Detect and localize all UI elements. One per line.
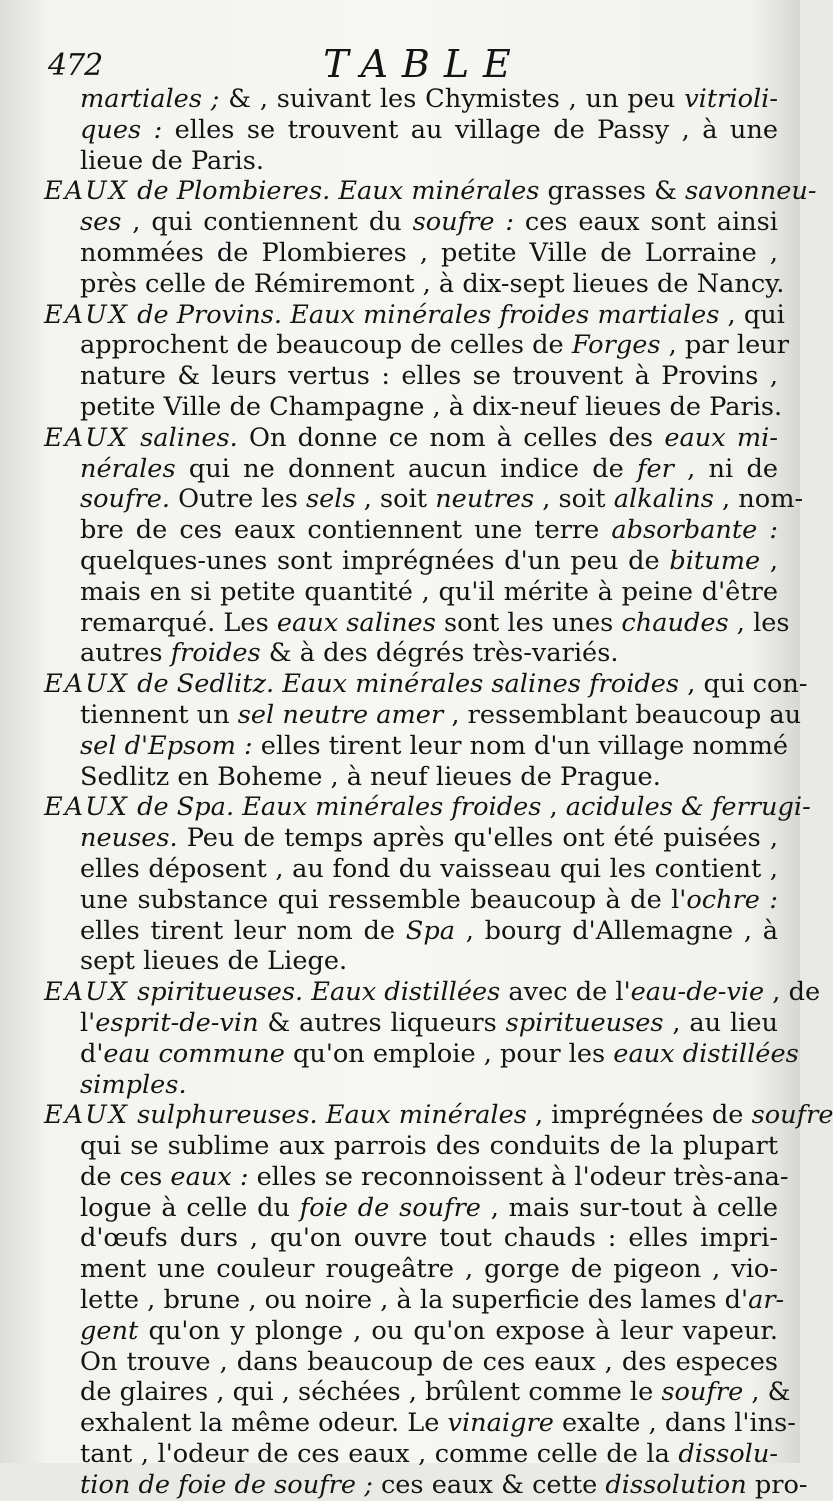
page-number: 472 xyxy=(48,48,103,83)
text-run: nature & leurs vertus : elles se trouvent à Provins , xyxy=(80,361,778,392)
text-run: eaux distillées xyxy=(613,1038,799,1069)
text-run: ces eaux & cette xyxy=(380,1469,606,1500)
text-run: de Spa. Eaux minérales froides xyxy=(128,792,542,823)
entry-heading-line xyxy=(44,792,811,823)
text-run: tion de foie de soufre ; xyxy=(80,1469,381,1500)
text-line xyxy=(44,207,778,238)
text-run: qui ne donnent aucun indice de xyxy=(175,453,638,484)
text-run: bre de ces eaux contiennent une terre xyxy=(80,515,612,546)
text-run: ces eaux sont ainsi xyxy=(524,207,778,238)
text-run: froides xyxy=(170,638,261,669)
text-run: savonneu- xyxy=(685,176,817,207)
text-run: dissolu- xyxy=(678,1439,778,1470)
text-line xyxy=(44,515,778,546)
text-run: ochre : xyxy=(686,884,778,915)
text-run: Peu de temps après qu'elles ont été puisées , xyxy=(177,823,778,854)
text-run: approchent de beaucoup de celles de xyxy=(80,330,572,361)
text-run: esprit-de-vin xyxy=(95,1007,259,1038)
text-run: & à des dégrés très-variés. xyxy=(260,638,619,669)
text-run: foie de soufre xyxy=(299,1192,481,1223)
text-run: , par leur xyxy=(660,330,789,361)
text-line xyxy=(44,1193,778,1224)
text-run: absorbante : xyxy=(611,515,778,546)
text-run: ses xyxy=(80,207,122,238)
text-run: , mais sur-tout à celle xyxy=(480,1192,778,1223)
text-run: alkalins xyxy=(613,484,714,515)
text-line xyxy=(44,391,783,423)
entry-keyword: EAUX xyxy=(44,977,129,1008)
text-line xyxy=(44,546,778,577)
text-run: elles tirent leur nom d'un village nommé xyxy=(260,730,789,761)
text-run: elles déposent , au fond du vaisseau qui les contient , xyxy=(80,853,778,884)
text-run: soufre xyxy=(751,1100,833,1131)
text-run: l' xyxy=(80,1007,96,1038)
text-line xyxy=(44,1254,778,1285)
text-line xyxy=(44,1377,791,1408)
text-run: exhalent la même odeur. Le xyxy=(80,1408,448,1439)
text-run: remarqué. Les xyxy=(80,607,277,638)
text-run: soufre : xyxy=(412,207,525,238)
text-run: tant , l'odeur de ces eaux , comme celle de la xyxy=(80,1439,679,1470)
entry-heading-line xyxy=(44,1100,833,1131)
text-run: mais en si petite quantité , qu'il mérite à peine d'être xyxy=(80,576,778,607)
text-run: On trouve , dans beaucoup de ces eaux , des especes xyxy=(80,1346,778,1377)
text-run: nérales xyxy=(80,453,176,484)
text-run: nommées de Plombieres , petite Ville de Lorraine , xyxy=(80,237,778,268)
text-run: de Plombieres. Eaux minérales xyxy=(128,176,548,207)
text-run: exalte , dans l'ins- xyxy=(553,1408,796,1439)
text-run: de Sedlitz. Eaux minérales salines froides xyxy=(128,669,680,700)
text-run: près celle de Rémiremont , à dix-sept lieues de Nancy. xyxy=(80,268,785,299)
text-run: sels xyxy=(306,484,356,515)
text-run: soufre. xyxy=(80,484,171,515)
text-run: elles tirent leur nom de xyxy=(80,915,406,946)
text-run: neutres xyxy=(435,484,535,515)
text-run: Forges xyxy=(571,330,661,361)
entry-heading-line xyxy=(44,423,778,454)
text-line xyxy=(44,1469,808,1501)
text-run: ment une couleur rougeâtre , gorge de pigeon , vio- xyxy=(80,1254,778,1285)
text-run: pro- xyxy=(746,1469,808,1500)
text-line xyxy=(44,1131,778,1162)
text-run: une substance qui ressemble beaucoup à de l' xyxy=(80,884,687,915)
text-run: d'œufs durs , qu'on ouvre tout chauds : elles impri- xyxy=(80,1223,778,1254)
text-run: , xyxy=(541,792,566,823)
text-run: chaudes xyxy=(621,607,729,638)
text-run: , qui xyxy=(719,299,785,330)
text-run: , au lieu xyxy=(663,1007,778,1038)
text-run: martiales ; xyxy=(80,84,229,114)
text-run: & , suivant les Chymistes , un peu xyxy=(228,84,685,114)
text-run: eaux mi- xyxy=(664,422,779,453)
text-run: eaux salines xyxy=(276,607,436,638)
text-line xyxy=(44,916,778,947)
text-run: Outre les xyxy=(170,484,307,515)
entry-keyword: EAUX xyxy=(44,669,129,700)
text-run: , de xyxy=(764,977,821,1008)
text-run: , soit xyxy=(355,484,436,515)
text-run: neuses. xyxy=(80,823,178,854)
text-line xyxy=(44,1408,796,1439)
entry-keyword: EAUX xyxy=(44,422,129,453)
text-run: de Provins. Eaux minérales froides martiales xyxy=(128,299,720,330)
text-run: acidules & ferrugi- xyxy=(565,792,811,823)
text-run: eaux : xyxy=(170,1161,249,1192)
text-line xyxy=(44,823,778,854)
text-run: fer xyxy=(637,453,674,484)
text-run: qui se sublime aux parrois des conduits de la plupart xyxy=(80,1131,778,1162)
text-run: , ni de xyxy=(673,453,778,484)
text-run: de glaires , qui , séchées , brûlent comme le xyxy=(80,1377,662,1408)
text-run: avec de l' xyxy=(508,977,631,1008)
text-run: petite Ville de Champagne , à dix-neuf lieues de Paris. xyxy=(80,391,783,422)
text-run: & autres liqueurs xyxy=(258,1007,506,1038)
text-line xyxy=(44,1439,778,1470)
text-line xyxy=(44,1347,778,1378)
entry-heading-line xyxy=(44,977,821,1008)
text-line xyxy=(44,84,778,115)
text-run: grasses & xyxy=(547,176,686,207)
text-run: elles se reconnoissent à l'odeur très-ana- xyxy=(248,1161,789,1192)
text-line xyxy=(44,885,778,916)
body-text xyxy=(44,84,833,1501)
text-line xyxy=(44,638,778,669)
text-run: salines. xyxy=(128,422,238,453)
text-run: soufre xyxy=(661,1377,744,1408)
entry-heading-line xyxy=(44,299,785,331)
entry-keyword: EAUX xyxy=(44,299,129,330)
text-run: lieue de Paris. xyxy=(80,145,264,176)
text-line xyxy=(44,730,789,762)
text-run: logue à celle du xyxy=(80,1192,300,1223)
text-run: Spa xyxy=(405,915,455,946)
text-line xyxy=(44,361,778,392)
text-run: sulphureuses. Eaux minérales xyxy=(128,1100,527,1131)
text-run: Sedlitz en Boheme , à neuf lieues de Prague. xyxy=(80,761,661,792)
text-run: elles se trouvent au village de Passy , à une xyxy=(174,114,778,145)
text-line xyxy=(44,115,778,146)
text-run: vitrioli- xyxy=(684,84,778,114)
text-run: qu'on emploie , pour les xyxy=(284,1038,614,1069)
text-run: , ressemblant beaucoup au xyxy=(443,699,802,730)
text-run: tiennent un xyxy=(80,699,238,730)
text-run: eau-de-vie xyxy=(630,977,765,1008)
entry-keyword: EAUX xyxy=(44,176,129,207)
text-run: ques : xyxy=(80,114,175,145)
text-run: quelques-unes sont imprégnées d'un peu de xyxy=(80,545,670,576)
text-run: qu'on y plonge , ou qu'on expose à leur vapeur. xyxy=(138,1315,778,1346)
text-line xyxy=(44,946,778,977)
text-line xyxy=(44,238,778,269)
text-line xyxy=(44,454,778,485)
text-run: spiritueuses xyxy=(505,1007,664,1038)
entry-heading-line xyxy=(44,669,808,700)
text-run: eau commune xyxy=(103,1038,285,1069)
text-line xyxy=(44,1316,778,1347)
text-line xyxy=(44,1285,785,1316)
text-run: de ces xyxy=(80,1161,171,1192)
text-line xyxy=(44,1038,799,1070)
text-run: , bourg d'Allemagne , à xyxy=(454,915,778,946)
text-line xyxy=(44,330,789,361)
text-run: gent xyxy=(80,1315,139,1346)
text-run: sont les unes xyxy=(435,607,622,638)
text-run: sept lieues de Liege. xyxy=(80,946,348,977)
text-line xyxy=(44,762,778,793)
text-line xyxy=(44,146,778,177)
text-run: , xyxy=(760,545,778,576)
text-line xyxy=(44,1070,778,1101)
text-run: , soit xyxy=(534,484,614,515)
text-run: , imprégnées de xyxy=(526,1100,752,1131)
entry-keyword: EAUX xyxy=(44,1100,129,1131)
text-run: On donne ce nom à celles des xyxy=(237,422,665,453)
text-run: d' xyxy=(80,1038,104,1069)
text-line xyxy=(44,1161,789,1193)
text-run: sel d'Epsom : xyxy=(80,730,261,761)
text-line xyxy=(44,484,804,515)
text-run: dissolution xyxy=(605,1469,747,1500)
text-run: , qui contiennent du xyxy=(121,207,413,238)
text-line xyxy=(44,607,790,639)
text-run: , nom- xyxy=(713,484,804,515)
text-run: sel neutre amer xyxy=(237,699,444,730)
text-line xyxy=(44,1008,778,1039)
text-run: spiritueuses. Eaux distillées xyxy=(128,977,509,1008)
text-line xyxy=(44,854,778,885)
text-line xyxy=(44,1223,778,1254)
text-run: ar- xyxy=(748,1285,785,1316)
entry-heading-line xyxy=(44,176,817,207)
running-title: TABLE xyxy=(323,42,525,86)
text-line xyxy=(44,268,785,300)
text-run: simples. xyxy=(80,1069,187,1100)
text-run: , & xyxy=(743,1377,791,1408)
text-run: autres xyxy=(80,638,171,669)
text-line xyxy=(44,577,778,608)
text-run: bitume xyxy=(669,545,761,576)
text-run: vinaigre xyxy=(447,1408,554,1439)
text-run: , les xyxy=(728,607,790,638)
text-line xyxy=(44,699,802,731)
text-run: , qui con- xyxy=(679,669,808,700)
entry-keyword: EAUX xyxy=(44,792,129,823)
text-run: lette , brune , ou noire , à la superficie des lames d' xyxy=(80,1285,749,1316)
